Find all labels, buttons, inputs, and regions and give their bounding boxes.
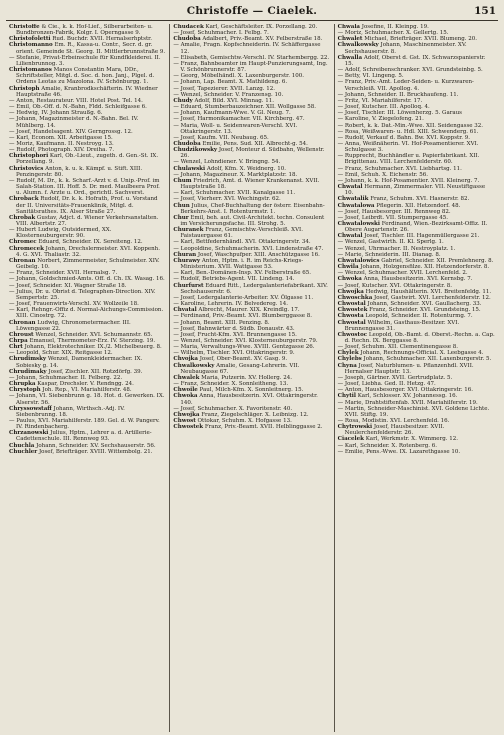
directory-entry xyxy=(173,203,330,215)
directory-entry xyxy=(9,67,166,85)
entry-name: Chrupka xyxy=(9,381,36,388)
entry-name: Christophori xyxy=(9,153,49,160)
entry-name: Chwalek xyxy=(173,374,200,381)
entry-text: — Rudolf, Verkauf d. Bahn. Bw. XVI. Koppstr. 9. xyxy=(337,134,470,141)
entry-text: Johann, Elektrotechniker. IX./2. Michelbeuerg. 8. xyxy=(24,344,162,351)
directory-entry xyxy=(338,141,495,153)
directory-entry xyxy=(9,116,166,128)
entry-text: Wenzel, Schneider. XVI. Schumannstr. 65. xyxy=(35,331,153,338)
page-number: 151 xyxy=(474,5,496,17)
entry-text: Josef, Naturblumen- u. Pflanzenhdl. XVII. Hernalser Hauptstr. 13. xyxy=(344,362,474,375)
directory-entry xyxy=(173,178,330,190)
entry-name: Chwostoc xyxy=(337,331,368,338)
entry-text: — Josef, Schuhm. XII. Clementinengasse 8. xyxy=(337,344,459,351)
entry-name: Chrudimsky xyxy=(9,356,47,363)
entry-text: — Adolf, Schreibenschranker. XVI. Grundsteinbg. 5. xyxy=(337,67,483,74)
directory-entry xyxy=(9,320,166,332)
entry-text: Johann, Schneider. XV. Sechshauserstr. 56. xyxy=(36,442,156,449)
entry-name: Chryssowstaff xyxy=(9,405,52,412)
entry-text: Karl, Ob.-Lieut., zugeth. d. Gen.-St. IX. Porzellang. 9. xyxy=(16,153,159,166)
entry-text: — Johann, Goldschmied-Amts. Off. d. Ch. IX. Wasag. 16. xyxy=(9,276,165,283)
entry-name: Chwostal xyxy=(337,319,366,326)
entry-text: — Marie, Schneiderin. III. Dianag. 8. xyxy=(337,251,441,258)
entry-name: Chytrowski xyxy=(337,424,373,431)
entry-text: — Josef, Liebha. Ged. II. Hetzg. 47. xyxy=(337,381,436,388)
entry-text: — Karl, Ben.-Domänen-Insp. XV. Felberstraße 65. xyxy=(173,270,311,277)
entry-name: Churan xyxy=(173,251,197,258)
entry-text: — Josef, Schuhmacher. X. Favoritenstr. 40. xyxy=(173,405,293,412)
entry-text: — Johann, Schuhmacher. II. Felberg. 22. xyxy=(9,374,123,381)
entry-name: Christoph xyxy=(9,85,40,92)
entry-text: — Leopold, Schur. XIX. Reitgasse 12. xyxy=(9,350,113,357)
entry-text: — Moriz, Schuhmacher. X. Gellertg. 15. xyxy=(337,30,449,37)
entry-text: — Johann, Schneider. II. Bruckhaufeng. 11. xyxy=(337,91,459,98)
entry-text: Joh. Rep., VI. Mariahilferstr. 48. xyxy=(42,387,132,394)
entry-name: Chwojka xyxy=(173,411,200,418)
entry-name: Christofoletti xyxy=(9,36,51,43)
entry-text: Karl, Schlosser. XV. Johannessg. 16. xyxy=(357,393,458,400)
entry-text: — Johann, Lap. Beamt. X. Mathildeng. 6. xyxy=(173,79,288,86)
entry-text: — Josef, Frauenwirts-Verschl. XV. Wollzeile 18. xyxy=(9,301,139,308)
entry-text: — Maria, Verwaltungs-Wwe. XVIII. Gentzgasse 26. xyxy=(173,344,315,351)
entry-name: Chroust xyxy=(9,331,34,338)
directory-entry xyxy=(173,227,330,239)
directory-entry xyxy=(9,449,166,455)
entry-text: — Josef, Schneider. XI. Wagner Straße 18. xyxy=(9,282,127,289)
entry-name: Chwoschka xyxy=(337,294,373,301)
entry-text: Franz, Schneider. XVI. Grundsteing. 15. xyxy=(369,307,481,314)
entry-text: — Rudolf, Photograph. XIV. Dreiha. 7. xyxy=(9,147,115,154)
entry-name: Chwatalowa xyxy=(337,202,375,209)
entry-text: Eduard, Schneider. IX. Sereiteng. 12. xyxy=(38,239,143,246)
entry-name: Chwoka xyxy=(173,393,198,400)
entry-text: — Stefanie, Privat-Erbeinschule für Kundfkleiderei. II. Lilienbrunnog. 3. xyxy=(9,54,161,67)
directory-entry xyxy=(338,320,495,332)
entry-text: — Anna, Weißnäherin. VI. Hof-Posamentierer. XVI. Schulgasse 3. xyxy=(337,140,479,154)
entry-text: — Josef, Schuhmacher. I. Felbg. 7. xyxy=(173,30,269,37)
entry-name: Chwala xyxy=(337,24,360,30)
entry-text: — Joseph, Gärtner. XVII. Gertrudplatz. 5. xyxy=(337,374,453,381)
entry-name: Chrzanowski xyxy=(9,430,49,437)
directory-entry xyxy=(338,42,495,54)
entry-text: — Moriz, Kaufmann. II. Nestroyg. 13. xyxy=(9,140,114,147)
entry-text: — Karl, Rehngr.-Offiz d. Normal-Aichungs-Commission. XIII. Cinostrg. 72. xyxy=(9,307,164,320)
page-title: Christoffe — Ciaelek. xyxy=(186,5,318,17)
entry-name: Chwalet xyxy=(337,36,363,43)
entry-name: Chromec xyxy=(9,239,37,246)
entry-text: Karl, Werkmstr. X. Wimmerg. 12. xyxy=(365,436,458,443)
entry-text: Anton, k. u. k. Kämpf. u. Stift. XIII. Penzingerstr. 80. xyxy=(16,165,143,178)
entry-text: Rudolf, Dr. k. k. Hofrath, Prof. u. Vorstand der II. Universitäts-Frauenklinik, Mitgl. d. Sanitätsrathes. IX. Alser Straße 27. xyxy=(16,196,158,215)
directory-entry xyxy=(9,430,166,442)
entry-text: — Maria, Woll- u. Seidenwaren-Verschl. XVI. Ottakringerstr. 13. xyxy=(173,122,298,135)
entry-text: Julius, Hptm., Lehrer a. d. Artillerie-Cadettenschule. III. Rennweg 93. xyxy=(16,430,152,443)
entry-text: Albrecht, Maurer. XIX. Kreindlg. 17. xyxy=(198,307,300,314)
entry-name: Chylek xyxy=(337,350,359,357)
directory-entry xyxy=(173,283,330,295)
directory-entry xyxy=(9,42,166,54)
entry-name: Christomanos xyxy=(9,67,52,74)
entry-text: — Josef, Hausbesorger. III. Rennweg 82. xyxy=(337,208,451,215)
entry-text: Adolf, Oberst d. Gst. IX. Schwarzspanierstr. 15. xyxy=(344,54,486,67)
entry-text: Ottokar, Schuhm. X. Hofgasse 13. xyxy=(197,418,292,424)
entry-text: Johann, Schneider. XVI. Gaullacherg. 33. xyxy=(367,301,482,308)
entry-text: Johann, Holzgensfilze. XII. Hetzendorferstr. 8. xyxy=(360,264,490,271)
entry-text: Anna, Hausbesitzerin. XVI. Kernsbg. 7. xyxy=(363,276,473,283)
entry-text: — Franz, Bahnbeamter im Haupt-Punzierungsamt, Ing. V. Schönbrunnerstr. 87. xyxy=(173,60,328,74)
entry-text: Wilhelm, Gasthaus-Besitzer. XVI. Brunnengasse 31. xyxy=(344,319,460,332)
directory-entry xyxy=(173,258,330,270)
entry-text: Anton, Hptm. i. R. im Reichs-Kriegs-Ministerium. XVII. Wattgasse 53. xyxy=(180,257,304,271)
entry-name: Chur xyxy=(173,214,189,221)
directory-entry xyxy=(338,449,495,455)
entry-text: Emilie, Pens. Sud. XII. Albrecht-g. 54. xyxy=(202,140,308,147)
entry-name: Chrt xyxy=(9,344,23,351)
entry-text: Friedrich, Amt. d. Wiener Krankenanst. XVII. Hauptstraße 18. xyxy=(180,177,320,191)
entry-name: Chuchler xyxy=(9,448,38,455)
entry-name: Ciacelek xyxy=(337,436,364,443)
entry-name: Chytil xyxy=(337,393,356,400)
entry-text: — Amalie, Fragn. Kopfschneiderin. IV. Schäffergasse 12. xyxy=(173,42,321,55)
entry-name: Chroback xyxy=(9,196,39,203)
entry-text: — Robert, k. k. Dat.-Min.-Wwe. XII. Seidengasse 32. xyxy=(337,122,484,129)
entry-text: — Wenzel, Schneider. XVI. Klosterneuburgerstr. 79. xyxy=(173,337,318,344)
entry-text: — Josef, Kutscher. III. Apolloq. 4. xyxy=(337,104,430,111)
entry-text: Johann, Drechslermeister. XVI. Koppenh. 4. G. XVI. Thaliastr. 32. xyxy=(16,245,160,258)
entry-name: Chvojka xyxy=(173,356,198,363)
entry-name: Chrudimaky xyxy=(9,368,47,375)
entry-text: — Josef, Kutscher. XVI. Ottakringerstr. 8. xyxy=(337,282,453,289)
entry-text: Ludwig, Chronometermacher. III. Löwengasse 22. xyxy=(16,319,131,332)
directory-entry xyxy=(9,393,166,405)
directory-entry xyxy=(9,178,166,196)
entry-text: — Karl, Schneider. X. Rotenberg. 6. xyxy=(337,442,437,449)
entry-text: — Wilhelm, Tischler. XVI. Ottakringerstr. 9. xyxy=(173,350,295,357)
entry-name: Churfurst xyxy=(173,282,204,289)
directory-entry xyxy=(9,289,166,301)
entry-name: Chwatal xyxy=(337,233,363,240)
entry-text: — Karl, Bettfedernhändl. XVI. Ottakringerstr. 34. xyxy=(173,239,311,246)
entry-text: Leopold, Schneider. II. Rotenturmg. 7. xyxy=(365,313,473,320)
entry-text: — Wenzel, Schuhmacher. XVII. Lerchenfeld. 2. xyxy=(337,270,468,277)
entry-name: Chrpa xyxy=(9,337,28,344)
entry-text: Wenzel, Damenkleidermacher. IX. Sobiesky g. 14. xyxy=(16,356,143,369)
directory-entry xyxy=(9,258,166,270)
entry-name: Chrystoph xyxy=(9,387,41,394)
directory-entry xyxy=(173,42,330,54)
entry-name: Chwost xyxy=(173,418,196,424)
directory-entry xyxy=(173,215,330,227)
directory-entry xyxy=(9,246,166,258)
entry-text: — Johann, Magazineur. X. Marktplatzstr. 18. xyxy=(173,171,298,178)
directory-entry xyxy=(9,86,166,98)
entry-name: Chwatalowics xyxy=(337,257,380,264)
entry-text: — Josef, Handelsagent. XIV. Gerngrossg. 12. xyxy=(9,128,133,135)
entry-name: Christomanno xyxy=(9,42,53,49)
entry-text: — Josef, Bahnwärter d. Südb. Donaustr. 43. xyxy=(173,325,295,332)
entry-text: — Johann, Kaufmann-Wwe. V. Gl. Neug. 7. xyxy=(173,110,291,117)
entry-text: — Rosa, Weißwaren- u. Hdl. XIII. Schwenderg. 61. xyxy=(337,128,479,135)
entry-name: Chwoka xyxy=(337,276,362,283)
entry-text: — Martin, Schneider-Maschinist. XVI. Goldene Lichte. XVII. Stiftg. 19. xyxy=(337,405,490,418)
entry-name: Chudzikowsky xyxy=(173,147,218,154)
entry-text: Adolf, Kfm. X. Weidnerg. 10. xyxy=(206,165,286,172)
entry-name: Chwila xyxy=(337,264,359,271)
entry-text: — Wenzel, Gastwirth. II. Kl. Sperlg. 1. xyxy=(337,239,444,246)
entry-text: — Josef, Vierherr. XVI. Wechingstr. 62. xyxy=(173,196,281,203)
entry-text: — Paulus, XVI. Mariahilferstr. 189. Gel. d. W. Pangerv. IV. Rindenbacherg. xyxy=(9,418,160,431)
entry-name: Chudacek xyxy=(173,24,204,30)
directory-entry xyxy=(338,221,495,233)
directory-entry xyxy=(338,184,495,196)
entry-text: — Eduard, Stumberbauzeichner. XII. Wollgasse 58. xyxy=(173,104,316,111)
entry-name: Christovics xyxy=(9,165,44,172)
column-1 xyxy=(6,24,169,732)
directory-entry xyxy=(9,307,166,319)
directory-entry xyxy=(173,393,330,405)
entry-name: Chvatal xyxy=(173,307,197,314)
directory-entry xyxy=(338,363,495,375)
directory-entry xyxy=(338,424,495,436)
directory-entry xyxy=(338,406,495,418)
entry-text: — Josef, Leibrdt. VII. Stumpergasse 45. xyxy=(337,214,449,221)
entry-text: — Rupprecht, Buchhändler u. Papierfabrikant. XII. Brigittenau. VIII. Lerchenfelderstr. 60. xyxy=(337,153,480,166)
entry-text: Johann, Maschinenmeister. XV. Sechshauserstr. 8. xyxy=(344,42,467,55)
entry-text: Adolf, Bild. XVI. Minnag. 11. xyxy=(194,97,275,104)
entry-text: Ferdinand, Wien.-Bezirksamt-Offiz. II. Obere Augartenstr. 26. xyxy=(344,221,488,234)
entry-text: — Karl, Schuhmacher. XVII. Kanalgasse 11. xyxy=(173,190,296,197)
entry-name: Chronan xyxy=(9,257,36,264)
entry-text: — Josef, Kaufm. VII. Neubaug. 65. xyxy=(173,134,269,141)
directory-entry xyxy=(9,215,166,227)
entry-name: Chwojka xyxy=(337,288,364,295)
directory-entry xyxy=(173,123,330,135)
entry-text: Eduard Ritt., Ledergalanteriefabrikant. XIV. Sechshauserstr. 6. xyxy=(180,282,328,295)
entry-text: Gustav, Adjct. d. Wiener Verkehrsanstalten. VIII. Albertstr. 27. xyxy=(16,214,159,227)
directory-entry xyxy=(9,418,166,430)
entry-text: Josef, Zischler. XII. Rotzdörfg. 39. xyxy=(48,368,143,375)
entry-text: Josef, Tischler. III. Hagenmüllergasse 21. xyxy=(364,233,480,240)
entry-name: Chrobak xyxy=(9,214,36,221)
entry-name: Chronan xyxy=(9,319,36,326)
directory-entry xyxy=(9,153,166,165)
entry-text: Johann, Schuhmacher. XII. Laxenburgerstr. 5. xyxy=(363,356,492,363)
entry-name: Chuchla xyxy=(9,442,35,449)
entry-text: & Cie., k. k. Hof-Lief., Silberarbeiten- u. Bundbronzen-Fabrik, Kolgr. I. Operngasse 9. xyxy=(16,24,153,37)
entry-text: Josef, Hausbesitzer. XVII. Neulerchenfelderstr. 26. xyxy=(344,424,445,437)
entry-text: Franz, Schuhm. XVI. Hasnerstr. 82. xyxy=(370,196,470,203)
entry-text: — Franz, Schneider. X. Sonnleitheng. 13. xyxy=(173,381,289,388)
entry-text: — Johann, Beamt. XIII. Penzing. 8. xyxy=(173,319,270,326)
directory-entry xyxy=(173,363,330,375)
entry-text: Julius, Chef-Buchhaltung der österr. Eisenbahn-Berkehrs-Anst. I. Rotenturmstr. 1. xyxy=(180,202,325,215)
entry-text: Anna, Hausbesitzerin. XVI. Ottakringerstr. 140. xyxy=(180,393,318,406)
entry-text: — Franz, Priv.-Amt. Leder-Seiden- u. Kurzwaren-Verschleiß. VII. Apollog. 4. xyxy=(337,79,474,92)
entry-text: — Rudolf, M. Dr., k. k. Scharf.-Arzt v. d. Unip.-Prof. im Salah-Station. III. Hoff. 5. Dr. med. Maulbeera Prof. u. Alumn. f. Arzte u. Ord., gerichtl. Sachverst. xyxy=(9,177,160,197)
entry-name: Chwatal xyxy=(337,184,363,191)
entry-name: Chudy xyxy=(173,97,193,104)
entry-text: — Wenzel, Uhrmacher. II. Nestroyplatz. 1. xyxy=(337,245,456,252)
entry-text: — Wenzel, Lohndiener. V. Bringng. 54. xyxy=(173,159,281,166)
entry-text: — Marie, Drahtstiftenfab. XVII. Mariahilferstr. 19. xyxy=(337,399,478,406)
entry-text: — Rosa, Modistin. XVI. Lerchenfeld. 16. xyxy=(337,418,450,424)
entry-text: — Anton, Hausbesorger. XVI. Ottakringerstr. 16. xyxy=(337,387,473,394)
entry-text: Franz, Priv.-Beamt. XVII. Helblinggasse 2. xyxy=(204,424,323,431)
entry-text: Paul, Milch-Kfm. X. Sonnleitnerg. 15. xyxy=(199,387,304,394)
directory-entry xyxy=(9,356,166,368)
entry-text: — Franz, Schneider. XVII. Hernalsg. 7. xyxy=(9,270,118,277)
column-2 xyxy=(169,24,333,732)
entry-text: Em. R., Kassa-u. Contr., Secr. d. gr. orient. Gemeinde St. Georg. II. Mittlerbrunnstraße 9. xyxy=(16,42,166,55)
directory-entry xyxy=(338,153,495,165)
entry-text: — Emilie, Pens.-Wwe. IX. Lazarethgasse 10. xyxy=(337,448,461,455)
directory-entry xyxy=(9,24,166,36)
entry-text: Franz, Ziegelschläger. X. Leibnizg. 12. xyxy=(201,411,309,418)
entry-text: Manos Constantin Mara, DDr., Schriftsteller, Mitgl. d. Soc. d. hon. Janj., Plgel. d. Ordens Leotas zu Mazolona. IV. Schönburgg. 1. xyxy=(16,67,155,86)
entry-text: — Hubert Ludwig, Outsidermed, XX. Klosterneuburgerstr. 90. xyxy=(9,227,112,240)
entry-text: — Ferdinand, Priv.-Beamt. XVI. Blumberggasse 8. xyxy=(173,313,313,320)
entry-text: Josef, Briefträger. XVIII. Wittembolg. 21. xyxy=(38,448,153,455)
entry-name: Chwalkowsky xyxy=(173,362,215,369)
directory-entry xyxy=(9,55,166,67)
entry-text: — Franz, Schuhmacher. XVI. Liebhartsg. 11. xyxy=(337,165,462,172)
entry-text: Adalbert, Priv.-Beamt. XV. Felberstraße 18. xyxy=(202,36,323,43)
entry-text: Franz, Gemischtw.-Verschleiß. XVI. Faistauergasse 61. xyxy=(180,227,303,240)
entry-text: — Johann, Magazinmeister d. N.-Bahn. Bel. IV. Mühlberg. 14. xyxy=(9,116,139,129)
entry-text: — Wenzel, Schneider. V. Franzensg. 10. xyxy=(173,91,284,98)
entry-text: — Josef, Frucht-Kfm. XVI. Brunnengasse 15. xyxy=(173,331,297,338)
entry-text: Josef, Waschpufper. XIII. Anschützgasse 16. xyxy=(197,251,320,258)
column-3 xyxy=(334,24,498,732)
entry-text: Johann, Rechnungs-Official. X. Leebgasse 4. xyxy=(360,350,484,357)
entry-text: Rud. Buchdr. XVII. Hernalserhptstr. xyxy=(52,36,152,43)
entry-name: Chwoile xyxy=(173,387,198,394)
entry-name: Chwostal xyxy=(337,301,366,308)
entry-name: Chwostek xyxy=(173,424,204,431)
directory-entry xyxy=(338,55,495,67)
entry-text: Emil, beh. aut. Civil-Architekt. techn. Consulent im Versicherungsfache. III. Strohg. 5. xyxy=(180,214,325,227)
entry-name: Churawy xyxy=(173,257,201,264)
entry-text: Josef, Ober-Beamt. XV. Gasg. 9. xyxy=(199,356,288,363)
entry-text: — Johann, VI. Siebenbrunn g. 18. Hot. d. Gewerken. IX. Alserstr. 56. xyxy=(9,393,165,406)
entry-text: Emanuel, Thermometer-Erz. IV. Sterzing. 19. xyxy=(29,337,156,344)
entry-text: Gabriel, Schneider. XII. Premlehnerg. 8. xyxy=(381,257,494,264)
entry-text: Michael, Briefträger. XVII. Blumeng. 20. xyxy=(364,36,478,43)
entry-text: — Emil, Schuh. X. Eichenstr. 56. xyxy=(337,171,429,178)
entry-text: — Georg, Möbelhändl. X. Laxenburgerstr. 100. xyxy=(173,73,304,80)
entry-text: Kaspar, Drechsler. V. Rendngg. 24. xyxy=(37,381,134,388)
directory-entry xyxy=(173,147,330,159)
entry-text: Norbert, Zimmermeister, Schulmeister. XIV. Geibelg. 10. xyxy=(16,257,160,271)
entry-name: Christoffe xyxy=(9,24,40,30)
entry-name: Chyna xyxy=(337,362,357,369)
entry-name: Chwalla xyxy=(337,54,363,61)
entry-name: Chun xyxy=(173,202,190,209)
entry-name: Chwalkowsky xyxy=(337,42,379,49)
entry-text: — Hedwig, IV. Johann Straußg. 6. xyxy=(9,110,103,117)
entry-name: Chwatalowski xyxy=(337,221,380,227)
entry-text: Johann, Wirthsch.-Adj. IV. Siebenbrunng. 18. xyxy=(16,405,125,418)
entry-text: Josef, Monteur d. Südbahn, Wellenstr. 26. xyxy=(180,147,325,160)
entry-text: Leopold, Ob.-Bamt. d. Oberst.-Rechn. a. Cap. d. Rechn. IX. Berggasse 8. xyxy=(344,331,495,344)
entry-text: — Karl, Econom. XII. Arbeitgasse 15. xyxy=(9,134,113,141)
entry-text: Amalie, Gesang-Lehrerin. VII. Neubaugasse 67. xyxy=(180,362,300,375)
entry-text: — Josef, Ledergalanterie-Arbeiter. XV. Ölgasse 11. xyxy=(173,294,314,301)
entry-text: — Josef, Tapezierer. XVII. Lanzg. 12. xyxy=(173,85,275,92)
entry-text: — Josef, Tischler. III. Löwenherzg. 5. Garaus xyxy=(337,110,463,117)
directory-entry xyxy=(9,406,166,418)
entry-name: Chylebs xyxy=(337,356,362,363)
entry-text: Hedwig, Haushälterin. XVI. Breitenfeldg. 11. xyxy=(365,288,492,295)
entry-text: Josef, Gastwirt. XVI. Lerchenfelderstr. 12. xyxy=(374,294,491,301)
directory-entry xyxy=(338,332,495,344)
entry-name: Chwostek xyxy=(337,307,368,314)
entry-name: Chromecek xyxy=(9,245,44,252)
entry-text: Karl, Geschäftsleiter. IX. Porzellang. 20. xyxy=(205,24,318,30)
entry-name: Chudoba xyxy=(173,36,201,43)
entry-text: Amalie, Kranbrodkschäfterin. IV. Wiedner Hauptstraße 46. xyxy=(16,85,158,98)
entry-text: — Fritz, VI. Mariahilferstr. 17. xyxy=(337,97,423,104)
entry-text: — Karoline, Lehrerin. IV. Belvedereg. 14. xyxy=(173,301,288,308)
directory-entry xyxy=(338,79,495,91)
directory-entry xyxy=(9,227,166,239)
entry-text: Hermann, Zimmermaler. VII. Neustiftgasse 10. xyxy=(344,184,486,197)
entry-text: — Julius, Dr. u. Obrist d. Telegraphen-Direction. XIV. Sempertstr. 25. xyxy=(9,288,156,301)
entry-text: — Karoline, V. Ziegelofeng. 21. xyxy=(337,116,424,123)
directory-columns xyxy=(6,24,498,732)
entry-text: — Rudolf, Betriebs-Agent. VII. Lindeng. 14. xyxy=(173,276,295,283)
entry-name: Chudoba xyxy=(173,140,201,147)
entry-text: Pflegerin. XII. Hetzendorf. 48. xyxy=(376,202,461,209)
entry-text: — Johann, k. k. Hof-Posamentier. XVII. Kleinerg. 7. xyxy=(337,177,480,184)
entry-name: Churanek xyxy=(173,227,204,234)
entry-text: Josefine, II. Kleinpg. 19. xyxy=(361,24,429,30)
entry-text: — Leopoldine, Schuhmacherin. XVI. Lindenstraße 47. xyxy=(173,245,324,252)
entry-name: Chum xyxy=(173,177,192,184)
directory-entry xyxy=(9,166,166,178)
directory-entry xyxy=(173,61,330,73)
directory-entry xyxy=(9,196,166,214)
directory-entry xyxy=(173,424,330,430)
entry-text: — Josef, Harmonikamacher. VII. Kirchberg. 47. xyxy=(173,116,305,123)
entry-text: Maria, Putzerin. XV. Hollerg. 24. xyxy=(201,374,292,381)
entry-name: Chwosta xyxy=(337,313,364,320)
entry-text: — Emil, Ob.-Off. d. N.-Bahn, Fldd. Schleifgasse 6. xyxy=(9,104,147,111)
page-header xyxy=(6,4,498,21)
entry-name: Chwatalik xyxy=(337,196,369,203)
entry-text: — Anton, Restaurateur. VIII. Hotel Post. Tel. 14. xyxy=(9,97,143,104)
entry-text: — Betty, VI. Lingeng. 5. xyxy=(337,73,404,80)
entry-name: Chulawski xyxy=(173,165,206,172)
entry-text: — Elisabeth, Gemischtw.-Verschl. IV. Starhembergg. 22. xyxy=(173,54,330,61)
